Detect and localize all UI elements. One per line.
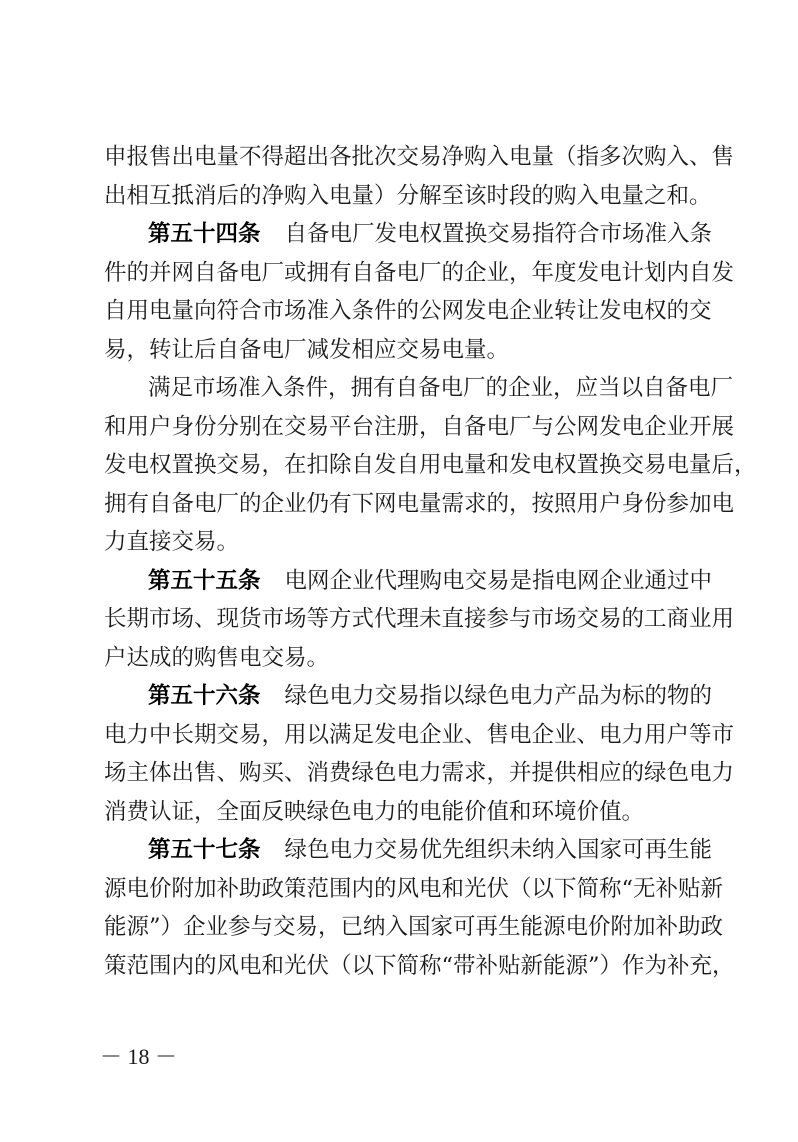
article-number: 第五十七条: [148, 837, 261, 863]
article-first-line: [104, 562, 713, 601]
paragraph-first-line: 满足市场准入条件，拥有自备电厂的企业，应当以自备电厂: [148, 375, 734, 401]
text-line: 自用电量向符合市场准入条件的公网发电企业转让发电权的交: [104, 298, 712, 324]
article-number: 第五十五条: [148, 567, 261, 594]
text-line: 出相互抵消后的净购入电量）分解至该时段的购入电量之和。: [104, 182, 712, 209]
text-line: 源电价附加补助政策范围内的风电和光伏（以下简称“无补贴新: [104, 875, 724, 902]
article-54: [104, 215, 735, 369]
text-line: 能源”）企业参与交易，已纳入国家可再生能源电价附加补助政: [104, 914, 724, 940]
text-line: 件的并网自备电厂或拥有自备电厂的企业，年度发电计划内自发: [104, 259, 735, 286]
paragraph-continuation: [104, 138, 735, 215]
text-line: 发电权置换交易，在扣除自发自用电量和发电权置换交易电量后，: [104, 452, 757, 478]
document-page: [104, 138, 757, 985]
article-54-paragraph-2: [104, 369, 757, 562]
article-text: 电网企业代理购电交易是指电网企业通过中: [284, 567, 713, 594]
text-line: 申报售出电量不得超出各批次交易净购入电量（指多次购入、售: [104, 144, 735, 170]
text-line: 电力中长期交易，用以满足发电企业、售电企业、电力用户等市: [104, 721, 735, 748]
article-text: 绿色电力交易指以绿色电力产品为标的物的: [284, 683, 713, 709]
text-line: 和用户身份分别在交易平台注册，自备电厂与公网发电企业开展: [104, 413, 735, 440]
text-line: 易，转让后自备电厂减发相应交易电量。: [104, 336, 510, 363]
text-line: 场主体出售、购买、消费绿色电力需求，并提供相应的绿色电力: [104, 760, 735, 786]
page-number: － 18 －: [100, 1044, 178, 1069]
text-line: 力直接交易。: [104, 529, 240, 555]
article-55: [104, 562, 735, 678]
text-line: 拥有自备电厂的企业仍有下网电量需求的，按照用户身份参加电: [104, 490, 735, 517]
article-number: 第五十六条: [148, 683, 261, 709]
text-line: 策范围内的风电和光伏（以下简称“带补贴新能源”）作为补充，: [104, 952, 735, 979]
article-text: 自备电厂发电权置换交易指符合市场准入条: [284, 221, 713, 247]
article-text: 绿色电力交易优先组织未纳入国家可再生能: [284, 837, 713, 863]
text-line: 消费认证，全面反映绿色电力的电能价值和环境价值。: [104, 798, 645, 825]
text-line: 长期市场、现货市场等方式代理未直接参与市场交易的工商业用: [104, 606, 735, 632]
article-number: 第五十四条: [148, 221, 261, 247]
article-first-line: [104, 215, 713, 254]
article-56: [104, 677, 735, 831]
article-57: [104, 831, 735, 985]
text-line: 户达成的购售电交易。: [104, 644, 330, 671]
article-first-line: [104, 677, 713, 716]
article-first-line: [104, 831, 713, 870]
